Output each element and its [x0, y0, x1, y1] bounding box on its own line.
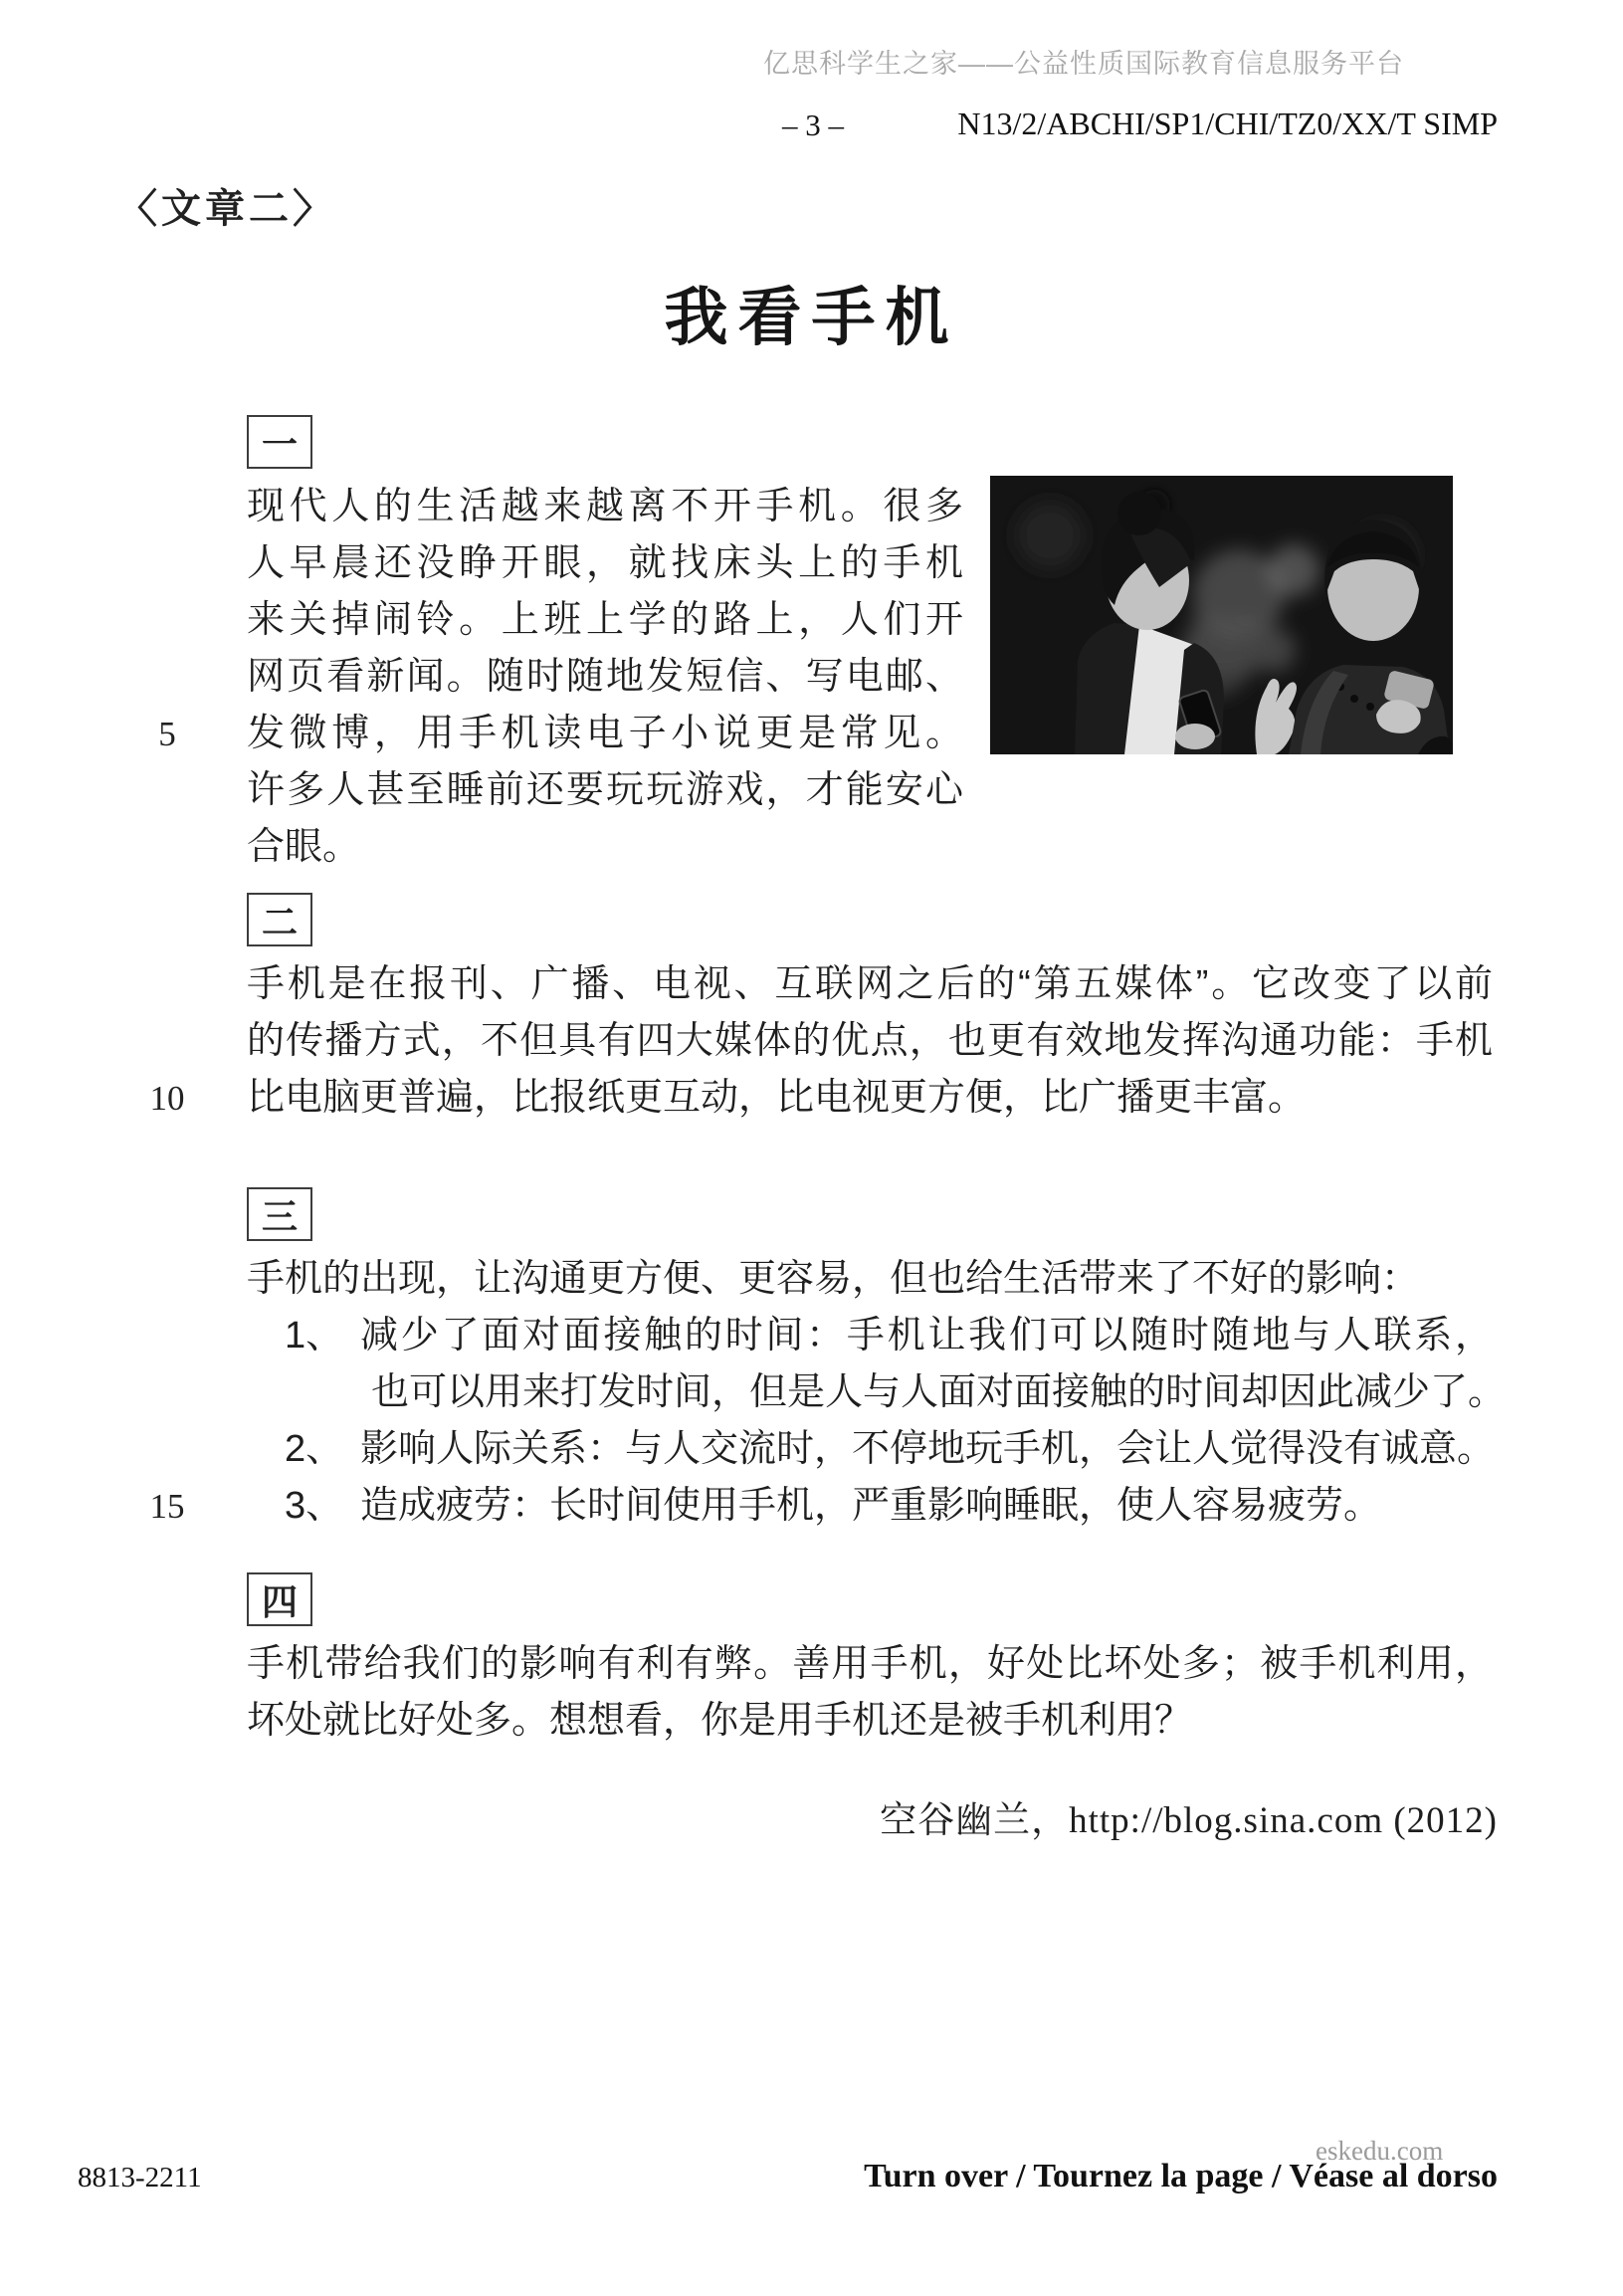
text-line — [247, 535, 963, 592]
list-item-number: 3、 — [285, 1485, 344, 1527]
text-line — [247, 592, 963, 649]
text-line — [247, 479, 963, 535]
text-line — [247, 1364, 1507, 1421]
text-line-content: 现代人的生活越来越离不开手机。很多 — [247, 486, 963, 527]
section-marker: 三 — [261, 1195, 298, 1237]
text-line-content: 手机是在报刊、广播、电视、互联网之后的“第五媒体”。它改变了以前 — [247, 963, 1493, 1005]
photo-illustration — [990, 476, 1453, 754]
text-line — [158, 706, 963, 762]
section-marker-box — [247, 415, 312, 469]
source-attribution: 空谷幽兰，http://blog.sina.com (2012) — [880, 1800, 1498, 1841]
article-label: 〈文章二〉 — [117, 187, 336, 231]
text-line — [247, 1308, 1493, 1364]
section-2 — [149, 893, 1493, 1127]
line-number: 5 — [158, 715, 176, 753]
section-marker-box — [247, 1187, 312, 1241]
text-line-content: 人早晨还没睁开眼，就找床头上的手机 — [247, 542, 963, 584]
paragraph-lines — [149, 956, 1493, 1127]
text-line-content: 的传播方式，不但具有四大媒体的优点，也更有效地发挥沟通功能：手机 — [247, 1020, 1493, 1062]
text-line — [247, 956, 1493, 1013]
text-line-content: 合眼。 — [247, 826, 361, 868]
section-marker: 一 — [261, 423, 298, 465]
text-line — [247, 1636, 1493, 1693]
paragraph-lines — [158, 479, 963, 876]
section-marker: 二 — [261, 901, 298, 942]
two-people-using-phones-photo — [990, 476, 1453, 754]
line-number: 15 — [149, 1487, 185, 1526]
document-code: 8813-2211 — [78, 2162, 202, 2193]
text-line-content: 来关掉闹铃。上班上学的路上，人们开 — [247, 599, 963, 641]
text-line — [247, 819, 963, 876]
text-line — [247, 1013, 1493, 1070]
text-line-content: 比电脑更普遍，比报纸更互动，比电视更方便，比广播更丰富。 — [247, 1077, 1307, 1119]
text-line-content: 许多人甚至睡前还要玩玩游戏，才能安心 — [247, 769, 963, 811]
text-line — [247, 1693, 1493, 1750]
paragraph-lines — [247, 1636, 1493, 1750]
text-line-content: 减少了面对面接触的时间：手机让我们可以随时随地与人联系， — [360, 1315, 1493, 1357]
page-title: 我看手机 — [664, 282, 959, 353]
list-item-number: 2、 — [285, 1428, 344, 1470]
site-watermark-text: 亿思科学生之家——公益性质国际教育信息服务平台 — [763, 49, 1404, 79]
footer-watermark-text: eskedu.com — [1316, 2136, 1444, 2166]
text-line-content: 造成疲劳：长时间使用手机，严重影响睡眠，使人容易疲劳。 — [360, 1485, 1382, 1527]
page-number: – 3 – — [782, 107, 844, 142]
line-number: 10 — [149, 1079, 185, 1118]
paragraph-lines — [149, 1251, 1507, 1535]
text-line — [247, 649, 963, 706]
text-line-content: 坏处就比好处多。想想看，你是用手机还是被手机利用？ — [247, 1700, 1193, 1742]
text-line — [149, 1478, 1493, 1535]
section-1 — [158, 415, 963, 876]
paper-code: N13/2/ABCHI/SP1/CHI/TZ0/XX/T SIMP — [957, 105, 1498, 141]
text-line-content: 手机带给我们的影响有利有弊。善用手机，好处比坏处多；被手机利用， — [247, 1643, 1493, 1685]
turn-over-instruction: Turn over / Tournez la page / Véase al dorso — [864, 2158, 1498, 2194]
text-line-content: 也可以用来打发时间，但是人与人面对面接触的时间却因此减少了。 — [371, 1371, 1507, 1413]
text-line — [247, 762, 963, 819]
section-4 — [247, 1572, 1493, 1750]
text-line — [247, 1251, 1493, 1308]
text-line — [149, 1070, 1493, 1127]
text-line-content: 影响人际关系：与人交流时，不停地玩手机，会让人觉得没有诚意。 — [360, 1428, 1496, 1470]
section-marker-box — [247, 1572, 312, 1626]
text-line-content: 手机的出现，让沟通更方便、更容易，但也给生活带来了不好的影响： — [247, 1258, 1420, 1300]
section-marker: 四 — [261, 1580, 298, 1622]
list-item-number: 1、 — [285, 1315, 344, 1357]
section-marker-box — [247, 893, 312, 946]
text-line-content: 发微博，用手机读电子小说更是常见。 — [247, 713, 963, 754]
section-3 — [149, 1187, 1507, 1535]
text-line — [247, 1421, 1496, 1478]
text-line-content: 网页看新闻。随时随地发短信、写电邮、 — [247, 656, 963, 698]
